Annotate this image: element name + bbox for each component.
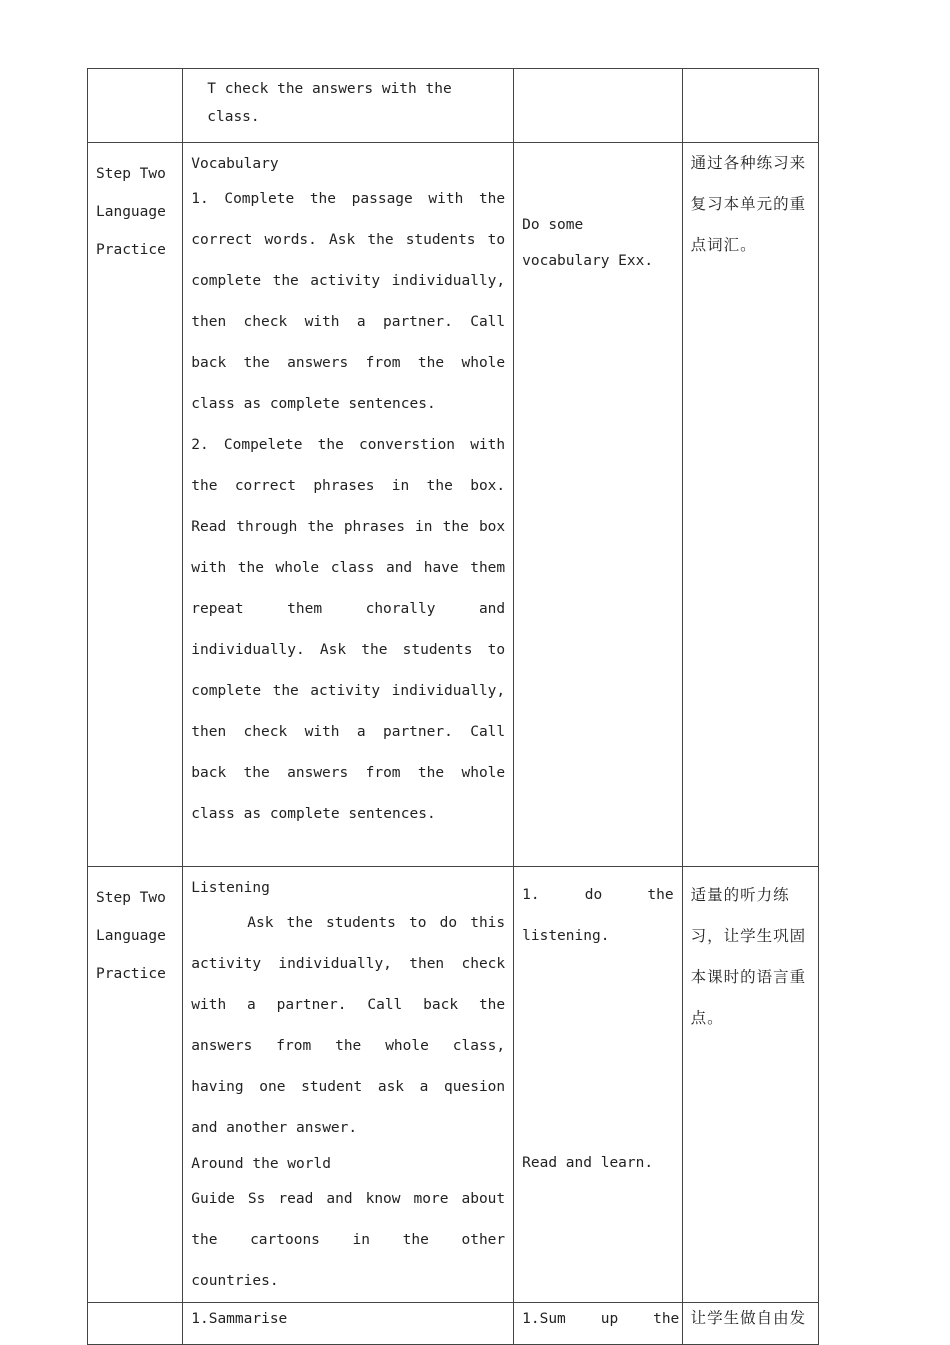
student-activity-text: 1. do the listening. xyxy=(522,887,674,944)
paragraph: 2. Compelete the converstion with the correct phrases in the box. Read through the phrases in the box with the whole class and have them repeat them chorally and individually. Ask the students to complete the activity individually, then check with a partner. Call back the answers from the whole class as complete sentences. xyxy=(191,437,506,822)
teacher-activity-cell xyxy=(183,867,514,1303)
student-activity-text: Do some vocabulary Exx. xyxy=(522,217,654,269)
student-activity-cell xyxy=(514,143,682,867)
purpose-text: 通过各种练习来复习本单元的重点词汇。 xyxy=(690,154,807,254)
purpose-text: 适量的听力练习，让学生巩固本课时的语言重点。 xyxy=(690,886,807,1027)
section-heading: Around the world xyxy=(191,1156,331,1172)
student-activity-text: Read and learn. xyxy=(522,1155,654,1171)
step-cell xyxy=(88,867,183,1303)
teacher-activity-cell xyxy=(183,69,514,143)
table-row xyxy=(88,69,819,143)
paragraph: 1. Complete the passage with the correct words. Ask the students to complete the activity individually, then check with a partner. Call back the answers from the whole class as complete sentences. xyxy=(191,191,506,412)
purpose-text: 让学生做自由发 xyxy=(690,1309,807,1327)
paragraph: Guide Ss read and know more about the cartoons in the other countries. xyxy=(191,1191,506,1289)
step-cell xyxy=(88,143,183,867)
table-row xyxy=(88,143,819,867)
step-cell xyxy=(88,1303,183,1345)
purpose-cell xyxy=(682,1303,818,1345)
student-activity-cell xyxy=(514,867,682,1303)
step-cell xyxy=(88,69,183,143)
table-row xyxy=(88,867,819,1303)
activity-text: T check the answers with the class. xyxy=(207,81,452,125)
table-row xyxy=(88,1303,819,1345)
purpose-cell xyxy=(682,867,818,1303)
teacher-activity-cell xyxy=(183,143,514,867)
section-heading: Vocabulary xyxy=(191,156,279,172)
purpose-cell xyxy=(682,69,818,143)
activity-text: 1.Sammarise xyxy=(191,1311,288,1327)
step-label: Step Two Language Practice xyxy=(96,890,166,982)
student-activity-cell xyxy=(514,69,682,143)
purpose-cell xyxy=(682,143,818,867)
teacher-activity-cell xyxy=(183,1303,514,1345)
section-heading: Listening xyxy=(191,880,270,896)
step-label: Step Two Language Practice xyxy=(96,166,166,258)
student-activity-cell xyxy=(514,1303,682,1345)
lesson-plan-table xyxy=(87,68,819,1345)
paragraph: Ask the students to do this activity individually, then check with a partner. Call back the answers from the whole class, having one student ask a quesion and another answer. xyxy=(191,915,506,1136)
student-activity-text: 1.Sum up the xyxy=(522,1311,680,1327)
